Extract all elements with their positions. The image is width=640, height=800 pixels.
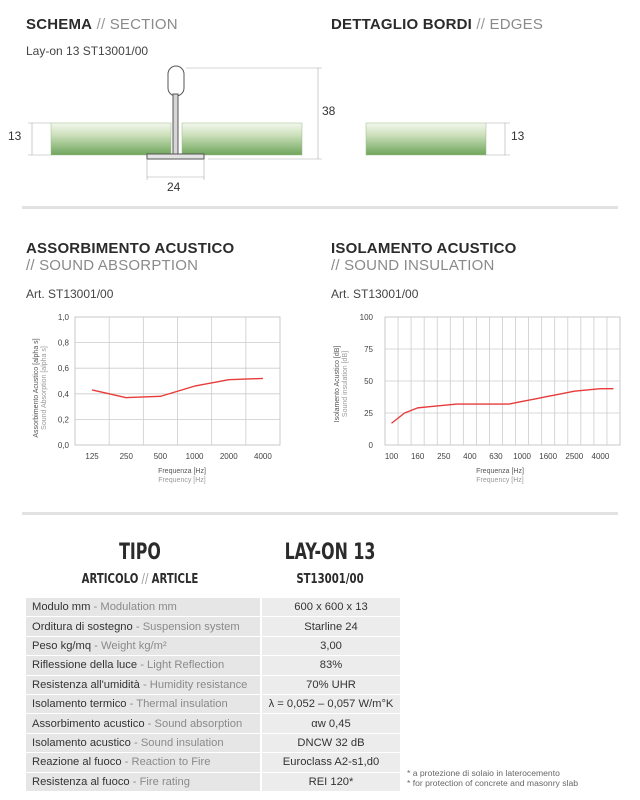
- row-label-en: - Sound absorption: [144, 717, 243, 730]
- y-tick-label: 0,4: [57, 389, 69, 399]
- table-row: [26, 656, 400, 675]
- col1-subtitle: [54, 572, 226, 587]
- row-label-en: - Fire rating: [129, 775, 190, 788]
- row-label-en: - Thermal insulation: [126, 698, 228, 711]
- absorption-xlabel: [122, 467, 242, 485]
- table-row: [26, 598, 400, 617]
- row-label-en: - Sound insulation: [130, 736, 224, 749]
- col1-sub-sep: //: [138, 572, 152, 587]
- schema-title: [26, 16, 178, 33]
- y-tick-label: 75: [364, 345, 373, 354]
- row-label: [26, 772, 261, 791]
- edges-title-en: EDGES: [489, 16, 544, 33]
- insulation-title: [331, 240, 516, 274]
- absorption-ylabel: [33, 333, 49, 443]
- y-tick-label: 0,6: [57, 364, 69, 374]
- col2-title: LAY-ON 13: [284, 540, 376, 565]
- absorption-title-en: // SOUND ABSORPTION: [26, 257, 199, 274]
- row-value: DNCW 32 dB: [261, 733, 400, 752]
- x-tick-label: 400: [463, 452, 477, 461]
- footnote: [407, 768, 578, 788]
- absorption-ylabel-it: Assorbimento Acustico [alpha s]: [33, 338, 40, 438]
- table-row: [26, 772, 400, 791]
- col1-sub-it: ARTICOLO: [81, 572, 139, 587]
- divider-top: [22, 206, 618, 209]
- x-tick-label: 100: [384, 452, 399, 461]
- absorption-xlabel-en: Frequency [Hz]: [158, 477, 206, 484]
- row-label-en: - Weight kg/m²: [91, 639, 167, 652]
- table-row: [26, 753, 400, 772]
- x-tick-label: 4000: [254, 452, 272, 461]
- table-row: [26, 675, 400, 694]
- insulation-chart: [320, 300, 640, 475]
- row-value: λ = 0,052 – 0,057 W/m°K: [261, 694, 400, 713]
- table-row: [26, 636, 400, 655]
- row-label-en: - Suspension system: [132, 620, 240, 633]
- row-value: 83%: [261, 656, 400, 675]
- edge-dim-label: 13: [511, 129, 525, 143]
- edges-title-sep: //: [472, 16, 490, 33]
- row-label: [26, 675, 261, 694]
- x-tick-label: 1000: [185, 452, 204, 461]
- y-tick-label: 0,8: [57, 338, 69, 348]
- insulation-xlabel-en: Frequency [Hz]: [476, 477, 524, 484]
- y-tick-label: 0: [368, 441, 373, 450]
- insulation-title-en: // SOUND INSULATION: [331, 257, 495, 274]
- spec-table: [26, 598, 400, 792]
- table-row: [26, 617, 400, 636]
- row-label-it: Isolamento acustico: [32, 736, 131, 749]
- row-label: [26, 636, 261, 655]
- row-label: [26, 617, 261, 636]
- row-label-it: Riflessione della luce: [32, 659, 138, 672]
- schema-subtitle: Lay-on 13 ST13001/00: [26, 44, 149, 58]
- absorption-ylabel-en: Sound Absorption [alpha s]: [41, 346, 48, 430]
- insulation-xlabel: [440, 467, 560, 485]
- x-tick-label: 630: [489, 452, 503, 461]
- insulation-xlabel-it: Frequenza [Hz]: [476, 468, 524, 475]
- schema-title-it: SCHEMA: [26, 16, 93, 33]
- x-tick-label: 4000: [591, 452, 610, 461]
- edges-title-it: DETTAGLIO BORDI: [331, 16, 473, 33]
- y-tick-label: 25: [364, 409, 373, 418]
- insulation-ylabel-en: Sound insulation [dB]: [342, 350, 349, 418]
- insulation-article: Art. ST13001/00: [331, 287, 419, 301]
- edge-board: [366, 123, 486, 155]
- x-tick-label: 250: [437, 452, 451, 461]
- x-tick-label: 160: [410, 452, 425, 461]
- board-left: [51, 123, 171, 155]
- schema-title-en: SECTION: [109, 16, 178, 33]
- row-label: [26, 656, 261, 675]
- row-label-it: Resistenza all'umidità: [32, 678, 140, 691]
- col1-title: TIPO: [119, 540, 161, 565]
- absorption-title-it: ASSORBIMENTO ACUSTICO: [26, 240, 235, 257]
- row-value: Euroclass A2-s1,d0: [261, 753, 400, 772]
- footnote-en: * for protection of concrete and masonry slab: [407, 778, 579, 788]
- row-value: 3,00: [261, 636, 400, 655]
- insulation-title-it: ISOLAMENTO ACUSTICO: [331, 240, 517, 257]
- x-tick-label: 1000: [513, 452, 531, 461]
- col2-subtitle: ST13001/00: [296, 572, 364, 587]
- x-tick-label: 2500: [565, 452, 584, 461]
- section-drawing: [0, 60, 640, 200]
- x-tick-label: 2000: [219, 452, 238, 461]
- y-tick-label: 0,2: [57, 415, 69, 425]
- dim-left-label: 13: [8, 129, 22, 143]
- insulation-ylabel-it: Isolamento Acustico [dB]: [334, 345, 341, 423]
- divider-bottom: [22, 512, 618, 515]
- absorption-article: Art. ST13001/00: [26, 287, 114, 301]
- row-label-it: Orditura di sostegno: [32, 620, 133, 633]
- absorption-xlabel-it: Frequenza [Hz]: [158, 468, 206, 475]
- dim-width-label: 24: [167, 180, 181, 194]
- y-tick-label: 0,0: [57, 441, 69, 450]
- x-tick-label: 250: [119, 452, 133, 461]
- row-label-en: - Modulation mm: [90, 601, 177, 614]
- table-row: [26, 694, 400, 713]
- x-tick-label: 125: [85, 452, 99, 461]
- row-label: [26, 714, 261, 733]
- edges-title: [331, 16, 543, 33]
- table-row: [26, 714, 400, 733]
- row-value: Starline 24: [261, 617, 400, 636]
- board-right: [182, 123, 302, 155]
- row-value: 600 x 600 x 13: [261, 598, 400, 617]
- dim-height-label: 38: [322, 104, 336, 118]
- row-label-it: Assorbimento acustico: [32, 717, 145, 730]
- insulation-ylabel: [334, 329, 350, 439]
- y-tick-label: 100: [359, 313, 373, 322]
- row-value: REI 120*: [261, 772, 400, 791]
- row-label-it: Reazione al fuoco: [32, 756, 122, 769]
- row-label-it: Peso kg/mq: [32, 639, 92, 652]
- row-label-it: Isolamento termico: [32, 698, 127, 711]
- row-label-en: - Reaction to Fire: [121, 756, 211, 769]
- row-label: [26, 733, 261, 752]
- row-label: [26, 598, 261, 617]
- col1-sub-en: ARTICLE: [151, 572, 199, 587]
- row-label: [26, 753, 261, 772]
- row-label-it: Modulo mm: [32, 601, 91, 614]
- x-tick-label: 500: [153, 452, 168, 461]
- footnote-it: * a protezione di solaio in laterocemento: [407, 768, 560, 778]
- x-tick-label: 1600: [539, 452, 558, 461]
- table-row: [26, 733, 400, 752]
- row-label-it: Resistenza al fuoco: [32, 775, 130, 788]
- y-tick-label: 1,0: [57, 313, 69, 322]
- schema-title-sep: //: [92, 16, 110, 33]
- absorption-title: [26, 240, 234, 274]
- row-value: αw 0,45: [261, 714, 400, 733]
- row-label: [26, 694, 261, 713]
- y-tick-label: 50: [364, 377, 373, 386]
- row-value: 70% UHR: [261, 675, 400, 694]
- row-label-en: - Light Reflection: [137, 659, 225, 672]
- row-label-en: - Humidity resistance: [139, 678, 248, 691]
